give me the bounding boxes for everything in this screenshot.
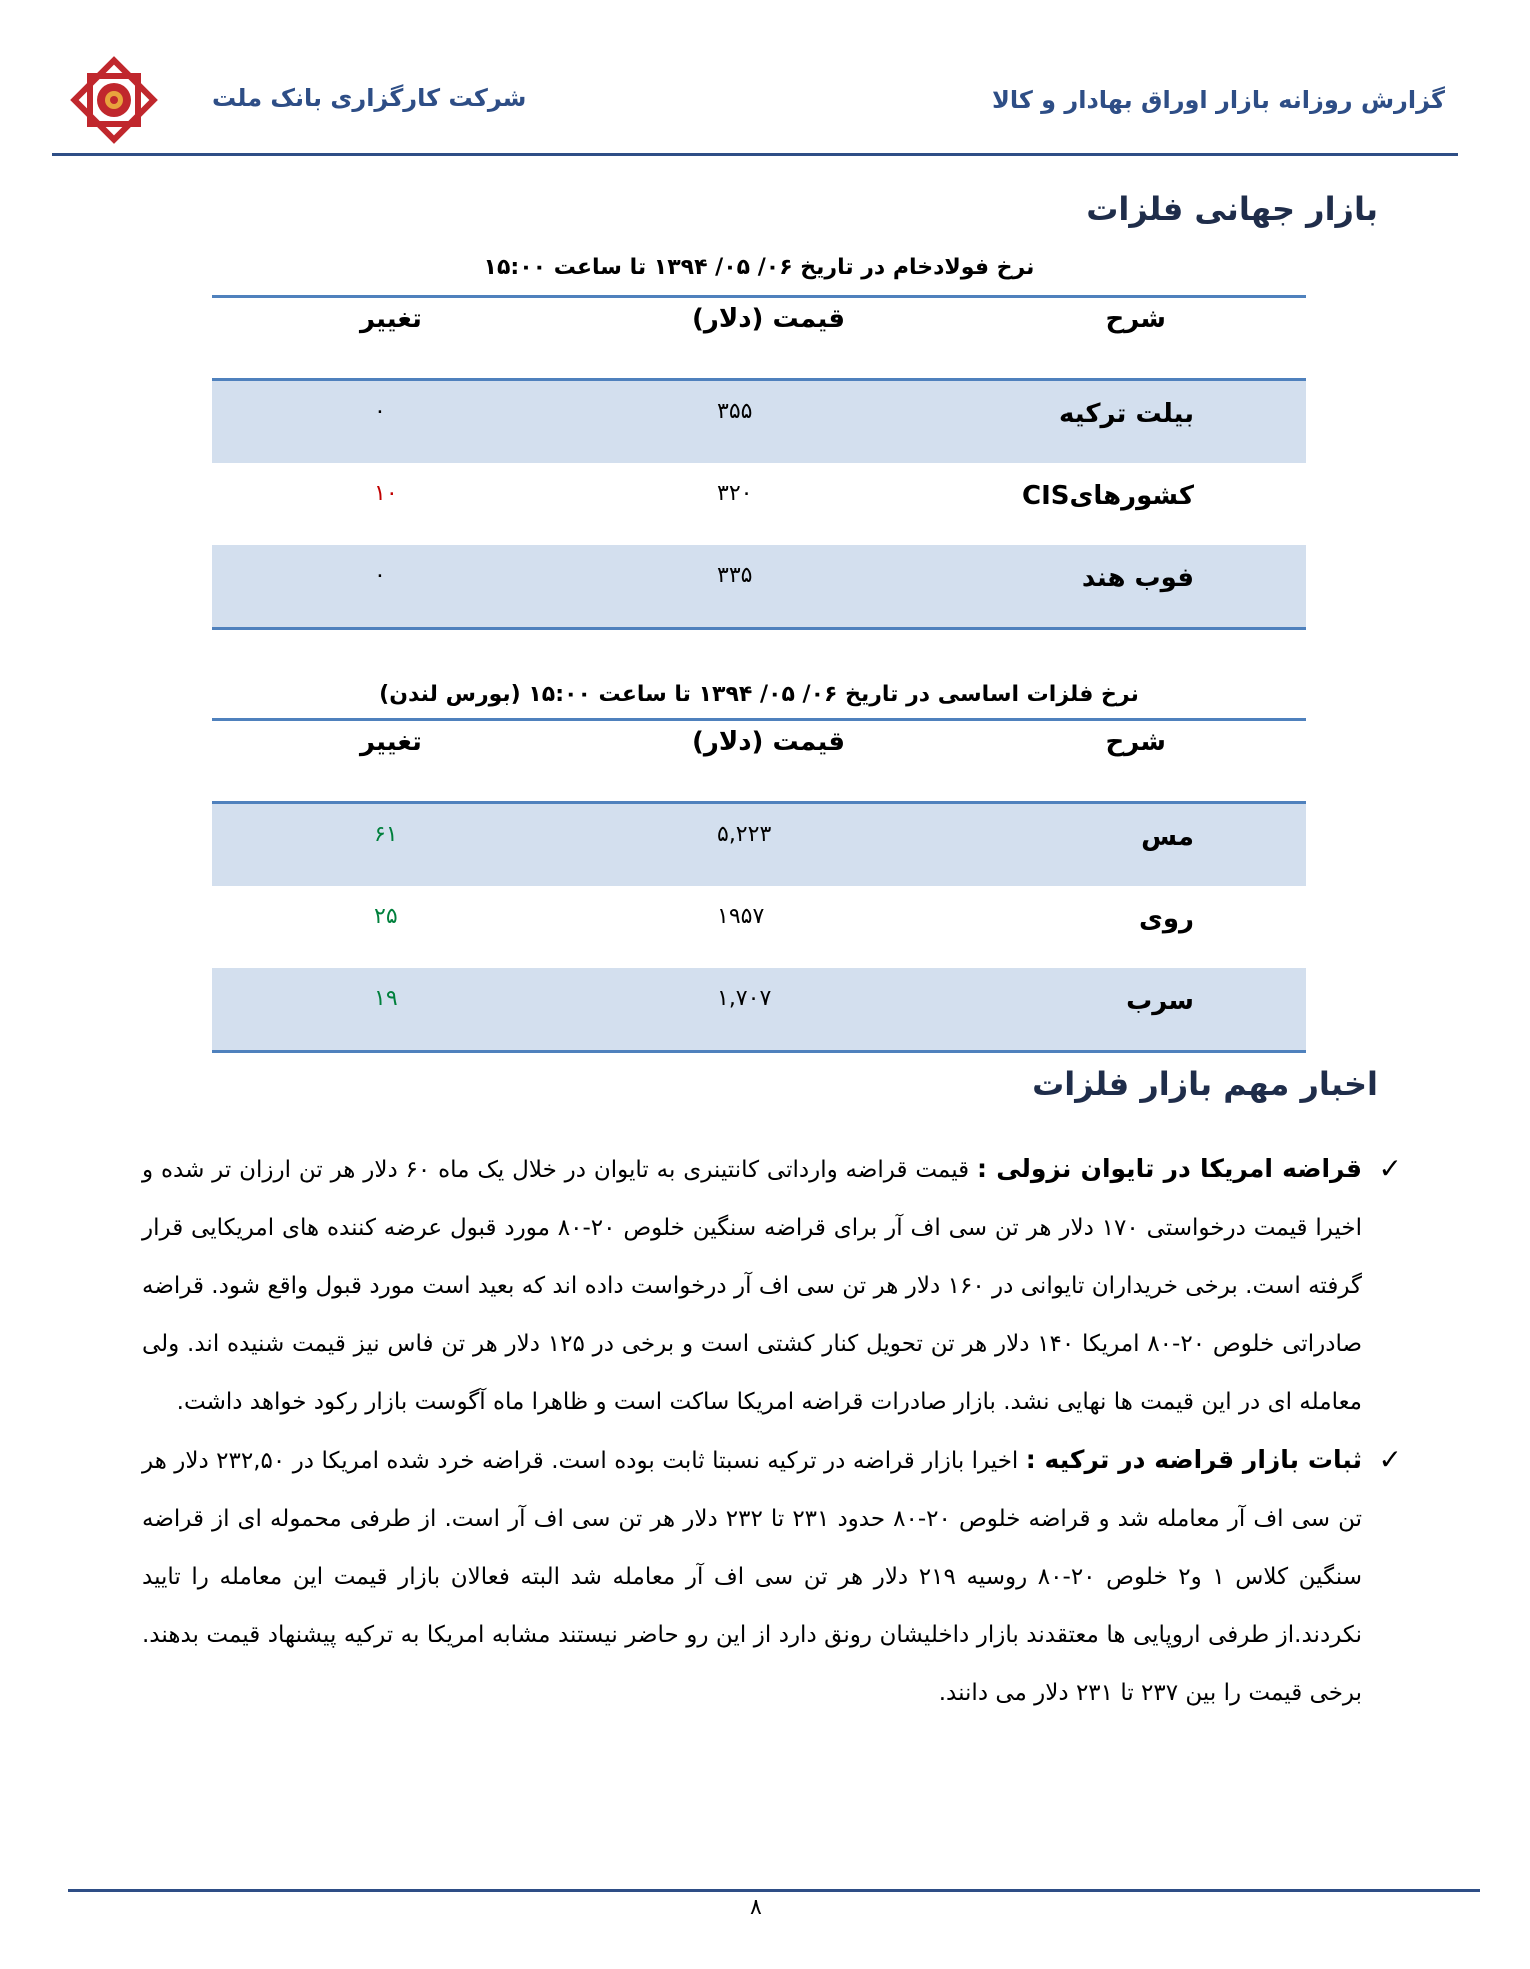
news-heading: ثبات بازار قراضه در ترکیه :	[1025, 1445, 1362, 1474]
header-desc: شرح	[1105, 727, 1166, 757]
table-row	[212, 545, 1306, 627]
section-title-world-metals: بازار جهانی فلزات	[1086, 190, 1378, 228]
header-change: تغییر	[360, 727, 422, 757]
table-row	[212, 463, 1306, 545]
news-heading: قراضه امریکا در تایوان نزولی :	[976, 1154, 1362, 1183]
table-bottom-line	[212, 1050, 1306, 1053]
base-metals-table	[212, 718, 1306, 1058]
header-price: قیمت (دلار)	[692, 727, 846, 757]
row-price: ۳۲۰	[717, 481, 753, 506]
news-item	[142, 1140, 1402, 1431]
row-change: ۰	[374, 399, 386, 424]
news-text: قیمت قراضه وارداتی کانتینری به تایوان در خلال یک ماه ۶۰ دلار هر تن ارزان تر شده و اخیرا قیمت درخواستی ۱۷۰ دلار هر تن سی اف آر برای قراضه سنگین خلوص ۲۰-۸۰ مورد قبول عرضه کننده های امریکایی قرار گرفته است. برخی خریداران تایوانی در ۱۶۰ دلار هر تن سی اف آر درخواست داده اند که بعید است مورد قبول واقع شود. قراضه صادراتی خلوص ۲۰-۸۰ امریکا ۱۴۰ دلار هر تن تحویل کنار کشتی است و برخی در ۱۲۵ دلار هر تن فاس نیز قیمت شنیده اند. ولی معامله ای در این قیمت ها نهایی نشد. بازار صادرات قراضه امریکا ساکت است و ظاهرا ماه آگوست بازار رکود خواهد داشت.	[142, 1157, 1363, 1415]
news-item	[142, 1431, 1402, 1722]
company-logo	[64, 50, 164, 150]
header-divider	[52, 153, 1458, 156]
row-change: ۱۹	[374, 986, 398, 1011]
header-price: قیمت (دلار)	[692, 304, 846, 334]
table-row	[212, 886, 1306, 968]
table1-caption: نرخ فولادخام در تاریخ ۰۶/ ۰۵/ ۱۳۹۴ تا ساعت ۱۵:۰۰	[483, 255, 1035, 280]
section-title-metals-news: اخبار مهم بازار فلزات	[1032, 1065, 1378, 1103]
checkmark-icon: ✓	[1378, 1152, 1402, 1185]
row-price: ۵,۲۲۳	[717, 822, 772, 847]
table2-caption: نرخ فلزات اساسی در تاریخ ۰۶/ ۰۵/ ۱۳۹۴ تا ساعت ۱۵:۰۰ (بورس لندن)	[379, 682, 1139, 707]
row-desc: مس	[1141, 822, 1194, 852]
row-price: ۱,۷۰۷	[717, 986, 772, 1011]
table-bottom-line	[212, 627, 1306, 630]
report-title: گزارش روزانه بازار اوراق بهادار و کالا	[991, 86, 1445, 114]
row-price: ۱۹۵۷	[717, 904, 765, 929]
row-desc: بیلت ترکیه	[1058, 399, 1194, 429]
header-desc: شرح	[1105, 304, 1166, 334]
footer-divider	[68, 1889, 1480, 1892]
row-change: ۲۵	[374, 904, 398, 929]
table-header	[212, 298, 1306, 378]
row-desc: فوب هند	[1081, 563, 1194, 593]
table-row	[212, 381, 1306, 463]
header-change: تغییر	[360, 304, 422, 334]
row-change: ۱۰	[374, 481, 398, 506]
company-name: شرکت کارگزاری بانک ملت	[212, 84, 527, 112]
row-desc: سرب	[1126, 986, 1194, 1016]
news-list	[142, 1140, 1402, 1722]
news-text: اخیرا بازار قراضه در ترکیه نسبتا ثابت بوده است. قراضه خرد شده امریکا در ۲۳۲,۵۰ دلار هر تن سی اف آر معامله شد و قراضه خلوص ۲۰-۸۰ حدود ۲۳۱ تا ۲۳۲ دلار هر تن سی اف آر است. از طرفی محموله ای از قراضه سنگین کلاس ۱ و۲ خلوص ۲۰-۸۰ روسیه ۲۱۹ دلار هر تن سی اف آر معامله شد البته فعالان بازار قیمت این معامله را تایید نکردند.از طرفی اروپایی ها معتقدند بازار داخلیشان رونق دارد از این رو حاضر نیستند مشابه امریکا به ترکیه پیشنهاد قیمت بدهند. برخی قیمت را بین ۲۳۷ تا ۲۳۱ دلار می دانند.	[142, 1448, 1363, 1706]
table-row	[212, 804, 1306, 886]
row-desc: روی	[1139, 904, 1194, 934]
table-header	[212, 721, 1306, 801]
steel-price-table	[212, 295, 1306, 635]
checkmark-icon: ✓	[1378, 1443, 1402, 1476]
row-price: ۳۵۵	[717, 399, 753, 424]
row-desc: کشورهایCIS	[1022, 481, 1194, 511]
row-change: ۰	[374, 563, 386, 588]
page-number: ۸	[750, 1895, 762, 1920]
table-row	[212, 968, 1306, 1050]
row-change: ۶۱	[374, 822, 398, 847]
row-price: ۳۳۵	[717, 563, 753, 588]
